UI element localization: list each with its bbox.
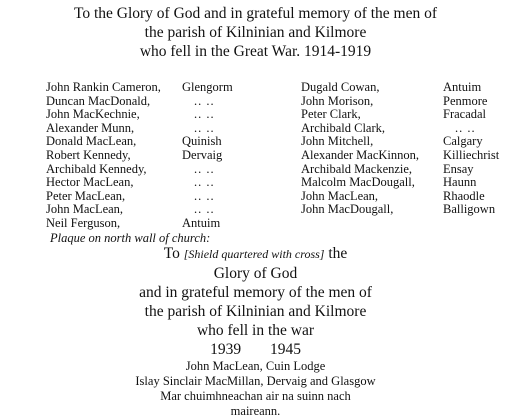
roll-entry [46,203,254,217]
memorial-heading [0,4,511,61]
roll-entry [46,217,254,231]
soldier-name: Hector MacLean, [46,175,134,190]
soldier-name: Donald MacLean, [46,134,137,149]
soldier-place: Penmore [443,93,488,108]
plaque-name-1: John MacLean, Cuin Lodge [185,359,326,373]
roll-entry [301,135,511,149]
soldier-name: Malcolm MacDougall, [301,175,415,190]
soldier-name: John MacLean, [301,188,379,203]
soldier-place: Antuim [443,80,482,94]
plaque-line-4: the parish of Kilninian and Kilmore [144,303,367,320]
roll-entry [46,122,254,136]
roll-entry [46,163,254,177]
soldier-place: .. .. [194,202,215,217]
plaque-the: the [328,245,348,262]
soldier-place: .. .. [194,175,215,190]
plaque-line-5: who fell in the war [196,322,315,339]
soldier-place: Glengorm [182,80,233,94]
shield-note: [Shield quartered with cross] [183,247,325,261]
soldier-place: Rhaodle [443,188,485,203]
plaque-to: To [163,245,180,262]
roll-entry [301,163,511,177]
soldier-name: John Rankin Cameron, [46,80,161,94]
soldier-place: Fracadal [443,107,487,122]
soldier-name: Peter MacLean, [46,188,126,203]
roll-entry [46,149,254,163]
roll-entry [301,190,511,204]
roll-entry [46,190,254,204]
soldier-name: Robert Kennedy, [46,147,131,162]
plaque-line-2: Glory of God [213,265,298,282]
plaque-line-3: and in grateful memory of the men of [139,284,372,301]
plaque-years [0,340,511,359]
roll-of-honour-left [46,81,254,231]
soldier-place: .. .. [194,93,215,108]
heading-line-2: the parish of Kilninian and Kilmore [144,24,367,41]
soldier-name: Alexander MacKinnon, [301,147,420,162]
soldier-name: Archibald Kennedy, [46,161,147,176]
roll-entry [46,95,254,109]
roll-entry [301,108,511,122]
soldier-name: Dugald Cowan, [301,80,380,94]
plaque-name-2: Islay Sinclair MacMillan, Dervaig and Glasgow [135,374,376,388]
roll-entry [46,176,254,190]
roll-entry [301,203,511,217]
soldier-name: John MacKechnie, [46,107,140,122]
heading-line-1: To the Glory of God and in grateful memory of the men of [73,5,438,22]
year-start: 1939 [210,341,242,358]
soldier-name: Duncan MacDonald, [46,93,151,108]
soldier-place: .. .. [194,120,215,135]
soldier-place: Quinish [182,134,222,149]
soldier-place: .. .. [194,107,215,122]
soldier-name: Alexander Munn, [46,120,135,135]
plaque-line-1 [0,244,511,264]
soldier-name: John Morison, [301,93,374,108]
soldier-name: John Mitchell, [301,134,374,149]
plaque-gaelic-1: Mar chuimhneachan air na suinn nach [160,389,351,403]
soldier-place: .. .. [194,161,215,176]
roll-entry [301,149,511,163]
roll-entry [301,176,511,190]
soldier-name: Neil Ferguson, [46,215,121,230]
soldier-place: Killiechrist [443,147,500,162]
soldier-place: Haunn [443,175,477,190]
soldier-place: Balligown [443,202,496,217]
soldier-place: .. .. [455,120,476,135]
roll-entry [46,81,254,95]
roll-entry [301,122,511,136]
roll-entry [46,108,254,122]
soldier-name: Archibald Clark, [301,120,386,135]
soldier-place: Calgary [443,134,483,149]
plaque-caption: Plaque on north wall of church: [50,231,211,245]
soldier-name: John MacLean, [46,202,124,217]
soldier-place: Antuim [182,215,221,230]
ww2-plaque [0,244,511,419]
soldier-name: Archibald Mackenzie, [301,161,413,176]
soldier-place: Ensay [443,161,474,176]
roll-of-honour-right [301,81,511,217]
plaque-gaelic-2: maireann. [230,404,281,418]
roll-entry [46,135,254,149]
roll-entry [301,95,511,109]
soldier-name: John MacDougall, [301,202,394,217]
year-end: 1945 [269,341,301,358]
soldier-place: .. .. [194,188,215,203]
roll-entry [301,81,511,95]
heading-line-3: who fell in the Great War. 1914-1919 [139,43,372,60]
soldier-place: Dervaig [182,147,223,162]
soldier-name: Peter Clark, [301,107,361,122]
